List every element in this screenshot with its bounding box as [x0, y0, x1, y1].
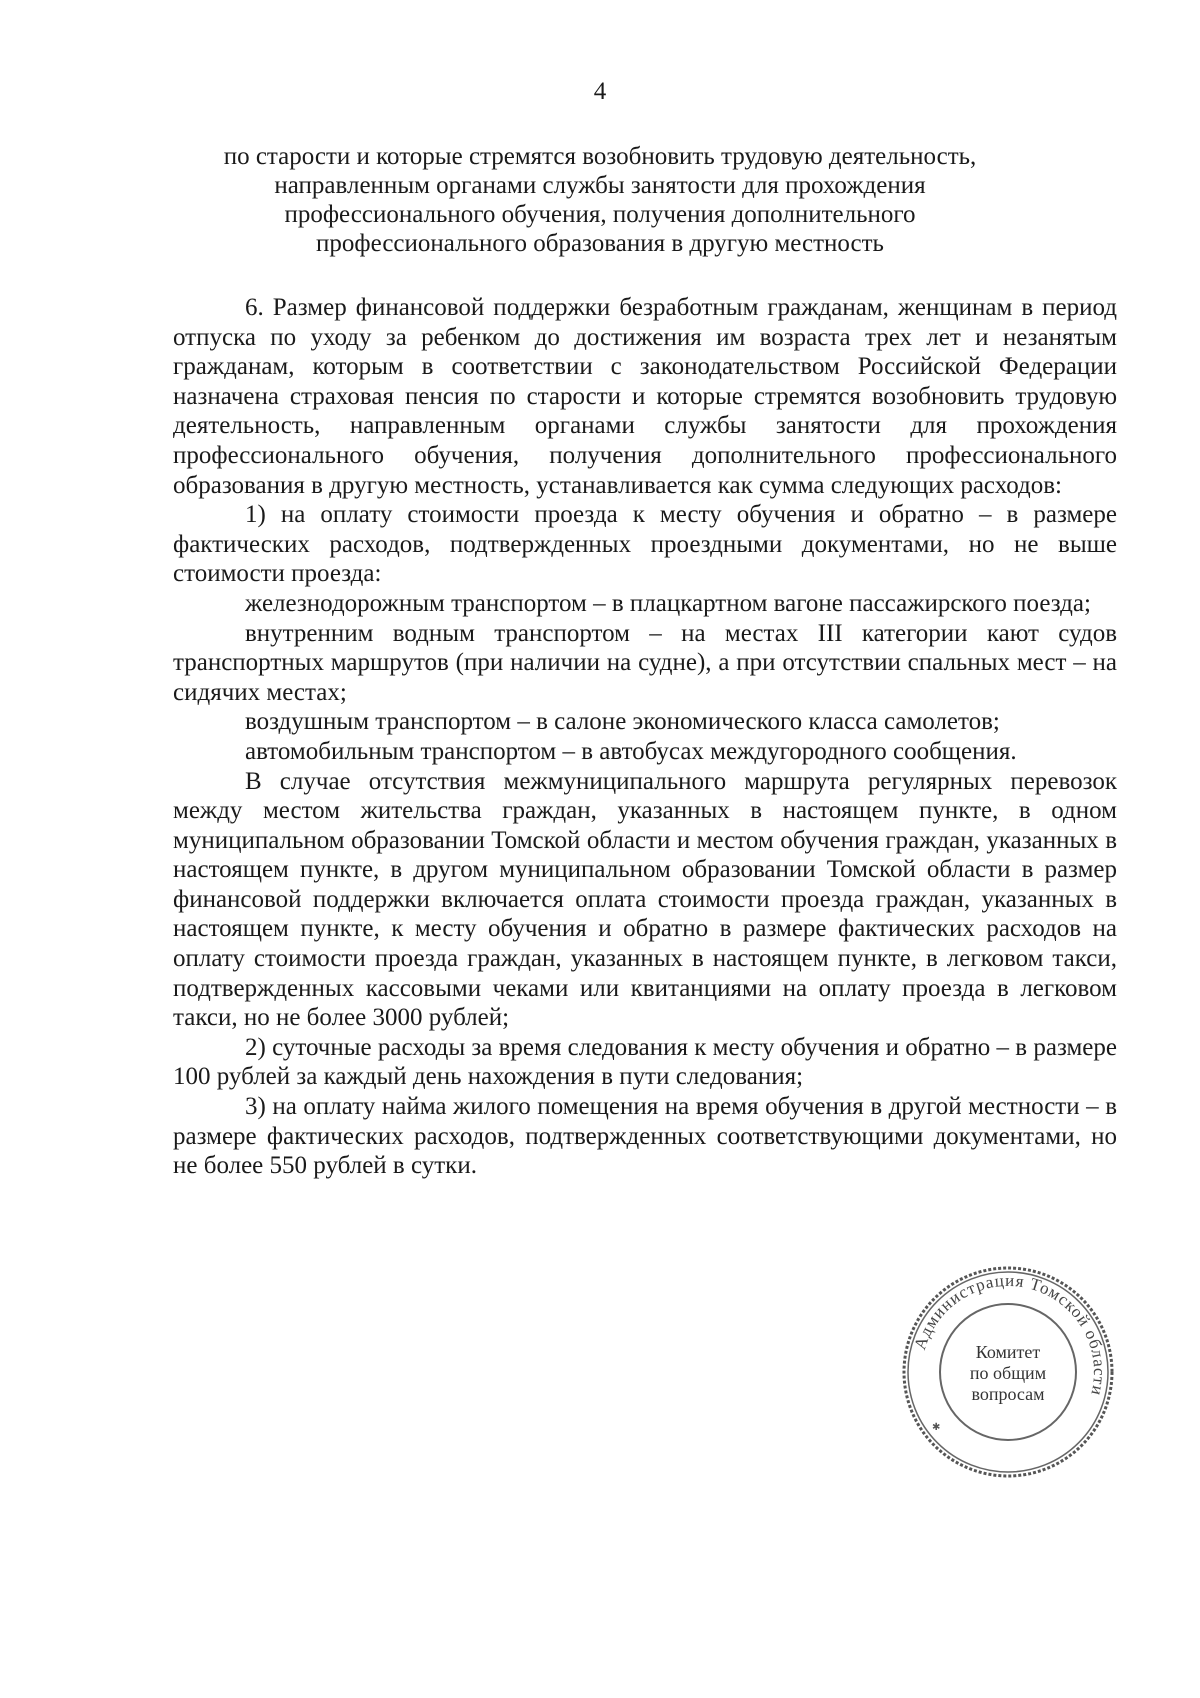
paragraph-taxi: В случае отсутствия межмуниципального маршрута регулярных перевозок между местом жительства граждан, указанных в настоящем пункте, в одном муниципальном образовании Томской области и местом обучения граждан, указанных в настоящем пункте, в другом муниципальном образовании Томской области в размер финансовой поддержки включается оплата стоимости проезда граждан, указанных в настоящем пункте, к месту обучения и обратно в размере фактических расходов на оплату стоимости проезда граждан, указанных в настоящем пункте, в легковом такси, подтвержденных кассовыми чеками или квитанциями на оплату проезда в легковом такси, но не более 3000 рублей;	[173, 767, 1117, 1032]
page-number: 4	[593, 78, 607, 105]
paragraph-auto: автомобильным транспортом – в автобусах междугородного сообщения.	[245, 737, 1017, 765]
svg-text:вопросам: вопросам	[971, 1384, 1045, 1404]
svg-text:по общим: по общим	[969, 1363, 1047, 1383]
paragraph-item-6: 6. Размер финансовой поддержки безработным гражданам, женщинам в период отпуска по уходу за ребенком до достижения им возраста трех лет и незанятым гражданам, которым в соответствии с законодательством Российской Федерации назначена страховая пенсия по старости и которые стремятся возобновить трудовую деятельность, направленным органами службы занятости для прохождения профессионального обучения, получения дополнительного профессионального образования в другую местность, устанавливается как сумма следующих расходов:	[173, 294, 1117, 499]
paragraph-water: внутренним водным транспортом – на местах III категории кают судов транспортных маршрутов (при наличии на судне), а при отсутствии спальных мест – на сидячих местах;	[173, 619, 1117, 706]
paragraph-subitem-1: 1) на оплату стоимости проезда к месту обучения и обратно – в размере фактических расходов, подтвержденных проездными документами, но не выше стоимости проезда:	[173, 501, 1117, 588]
paragraph-subitem-2: 2) суточные расходы за время следования к месту обучения и обратно – в размере 100 рублей за каждый день нахождения в пути следования;	[173, 1033, 1117, 1091]
paragraph-subitem-3: 3) на оплату найма жилого помещения на время обучения в другой местности – в размере фактических расходов, подтвержденных соответствующими документами, но не более 550 рублей в сутки.	[173, 1093, 1117, 1180]
paragraph-air: воздушным транспортом – в салоне экономического класса самолетов;	[245, 708, 1000, 736]
heading-line: профессионального образования в другую местность	[316, 230, 884, 257]
paragraph-rail: железнодорожным транспортом – в плацкартном вагоне пассажирского поезда;	[245, 589, 1091, 617]
heading-line: по старости и которые стремятся возобновить трудовую деятельность,	[223, 143, 977, 170]
document-body	[173, 293, 1117, 1181]
heading-line: профессионального обучения, получения дополнительного	[284, 201, 916, 228]
stamp-ring-text: Администрация Томской области	[910, 1270, 1110, 1398]
official-stamp	[898, 1262, 1118, 1482]
svg-text:✱: ✱	[932, 1422, 941, 1433]
section-heading	[175, 142, 1025, 258]
svg-text:Комитет: Комитет	[975, 1342, 1041, 1362]
heading-line: направленным органами службы занятости для прохождения	[274, 172, 926, 199]
